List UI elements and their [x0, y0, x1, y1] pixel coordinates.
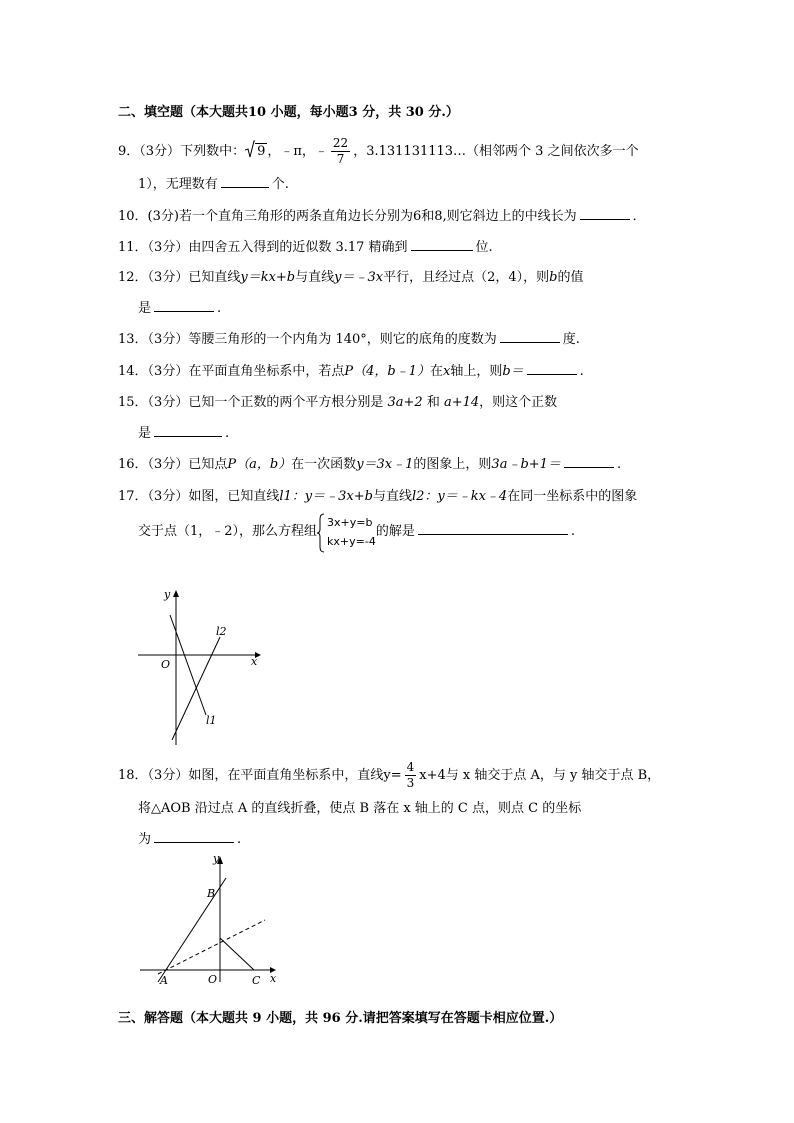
line-ab: [158, 878, 226, 982]
answer-blank[interactable]: [154, 830, 234, 843]
question-18: 18．（3分）如图，在平面直角坐标系中，直线y= $\frac{4}{3}$ x+4与 x 轴交于点 A，与 y 轴交于点 B，: [118, 760, 661, 790]
answer-blank[interactable]: [500, 330, 560, 343]
y-axis-arrow-icon: [173, 590, 179, 597]
answer-blank[interactable]: [564, 455, 614, 468]
question-15: 15．（3分）已知一个正数的两个平方根分别是 3a+2 和 a+14，则这个正数: [118, 395, 558, 410]
y-label: y: [164, 588, 171, 601]
question-9-cont: 1），无理数有 个.: [138, 177, 289, 192]
answer-blank[interactable]: [411, 238, 473, 251]
equation-system: 3x+y=b kx+y=-4: [317, 513, 376, 551]
question-11: 11．（3分）由四舍五入得到的近似数 3.17 精确到 位.: [118, 240, 493, 255]
sqrt-expression: 9: [245, 142, 267, 162]
question-18-cont2: 为 .: [138, 832, 242, 847]
q17-figure: [130, 585, 270, 750]
y-label: y: [213, 852, 220, 865]
question-number: 10．: [118, 209, 148, 224]
origin-label: O: [161, 658, 171, 671]
l1-label: l1: [206, 714, 217, 727]
answer-blank[interactable]: [154, 299, 214, 312]
question-16: 16．（3分）已知点P（a，b）在一次函数y＝3x﹣1的图象上，则3a﹣b+1＝ .: [118, 457, 622, 472]
question-text: 若一个直角三角形的两条直角边长分别为6和8,则它斜边上的中线长为: [178, 209, 577, 224]
section-2-header: 二、填空题（本大题共10 小题，每小题3 分，共 30 分.）: [118, 105, 459, 120]
fraction-22-7: $\frac{22}{7}$: [332, 136, 349, 166]
answer-blank[interactable]: [418, 522, 568, 535]
question-9: 9．（3分）下列数中： 9 ，﹣π，﹣ $\frac{22}{7}$ ，3.131131113…（相邻两个 3 之间依次多一个: [118, 136, 639, 166]
question-score: （3分）: [139, 144, 181, 159]
segment-to-c: [220, 938, 254, 970]
line-l1: [170, 615, 206, 715]
question-17: 17．（3分）如图，已知直线l1：y＝﹣3x+b与直线l2：y＝﹣kx﹣4在同一坐标系中的图象: [118, 489, 638, 504]
question-15-cont: 是 .: [138, 426, 230, 441]
question-12-cont: 是 .: [138, 301, 222, 316]
point-c-label: C: [252, 974, 261, 987]
question-score: (3分): [147, 209, 179, 224]
section-3-header: 三、解答题（本大题共 9 小题，共 96 分.请把答案填写在答题卡相应位置.）: [118, 1011, 563, 1026]
point-b-label: B: [207, 887, 216, 900]
question-12: 12．（3分）已知直线y＝kx+b与直线y＝﹣3x平行，且经过点（2，4），则b的值: [118, 270, 584, 285]
q18-figure: [130, 850, 290, 990]
answer-blank[interactable]: [527, 362, 577, 375]
question-13: 13．（3分）等腰三角形的一个内角为 140°，则它的底角的度数为 度.: [118, 332, 580, 347]
question-17-cont: 交于点（1，﹣2），那么方程组 3x+y=b kx+y=-4 的解是 .: [138, 512, 575, 552]
fraction-4-3: $\frac{4}{3}$: [406, 760, 415, 790]
x-label: x: [251, 655, 258, 668]
answer-blank[interactable]: [154, 424, 222, 437]
question-text: 下列数中：: [180, 144, 246, 159]
x-label: x: [270, 972, 277, 985]
answer-blank[interactable]: [221, 175, 269, 188]
origin-label: O: [208, 973, 218, 986]
question-14: 14．（3分）在平面直角坐标系中，若点P（4，b﹣1）在x轴上，则b＝ .: [118, 364, 584, 379]
question-10: 10．(3分)若一个直角三角形的两条直角边长分别为6和8,则它斜边上的中线长为 ．: [118, 209, 646, 224]
left-brace-icon: [317, 513, 325, 553]
question-number: 9．: [118, 144, 140, 159]
point-a-label: A: [160, 974, 168, 987]
answer-blank[interactable]: [580, 207, 630, 220]
question-18-cont: 将△AOB 沿过点 A 的直线折叠，使点 B 落在 x 轴上的 C 点，则点 C 的坐标: [138, 801, 582, 816]
l2-label: l2: [216, 625, 227, 638]
